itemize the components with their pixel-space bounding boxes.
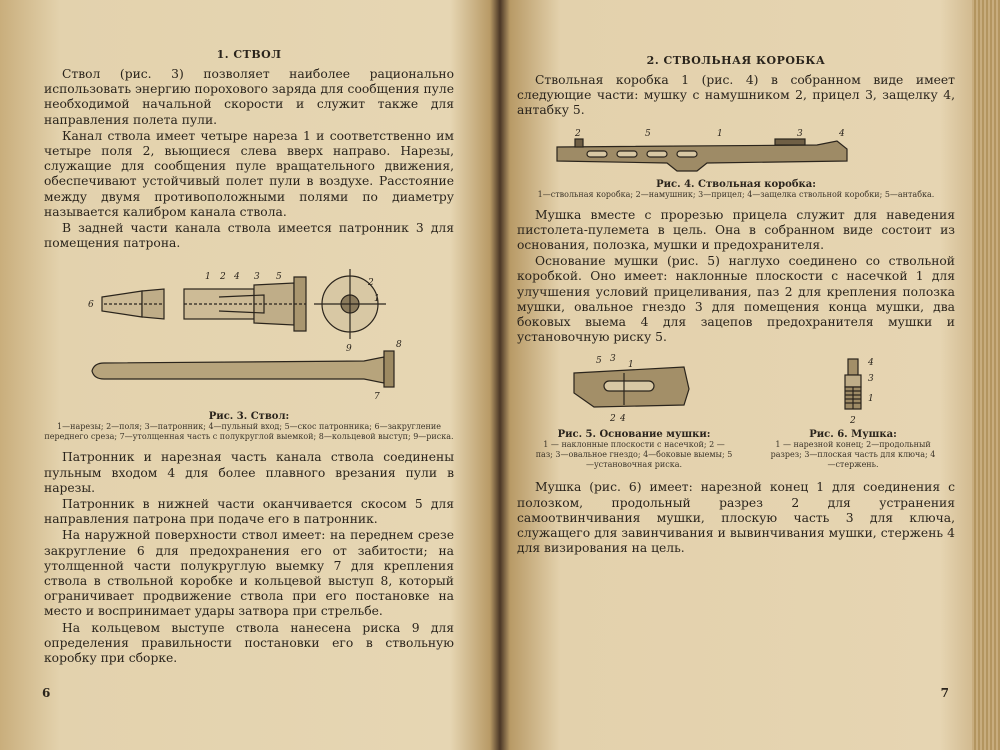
paragraph: Мушка (рис. 6) имеет: нарезной конец 1 для соединения с полозком, продольный разрез 2 для устранения самоотвинчивания мушки, плоскую часть 3 для ключа, служащего для завинчивания и вывинчивания мушки, стержень 4 для визирования на цель. xyxy=(517,480,955,556)
paragraph: Патронник и нарезная часть канала ствола соединены пульным входом 4 для более плавного врезания пули в нарезы. xyxy=(44,450,454,495)
paragraph: Патронник в нижней части оканчивается скосом 5 для направления патрона при подаче его в патронник. xyxy=(44,497,454,527)
paragraph: Ствол (рис. 3) позволяет наиболее рационально использовать энергию порохового заряда для сообщения пуле необходимой начальной скорости и служит также для направления полета пули. xyxy=(44,67,454,127)
front-sight-base-diagram xyxy=(534,353,734,427)
fig3-label: 2 xyxy=(220,272,226,283)
section-heading-barrel: 1. СТВОЛ xyxy=(216,48,282,61)
figure-3-barrel xyxy=(44,259,454,442)
page-edges xyxy=(972,0,1000,750)
fig6-label: 2 xyxy=(850,416,856,427)
fig4-label: 3 xyxy=(797,128,803,139)
paragraph: Основание мушки (рис. 5) наглухо соединено со ствольной коробкой. Оно имеет: наклонные плоскости с насечкой 1 для улучшения условий прицеливания, паз 2 для крепления полозка мушки, овальное гнездо 3 для помещения конца мушки, два боковых выема 4 для зацепов предохранителя мушки и установочную риску 5. xyxy=(517,254,955,345)
fig3-label: 5 xyxy=(276,272,282,283)
fig3-label: 2 xyxy=(368,278,374,289)
fig5-label: 5 xyxy=(596,356,602,367)
figure-6-caption: Рис. 6. Мушка: xyxy=(809,429,897,441)
figure-6-legend: 1 — нарезной конец; 2—продольный разрез; 3—плоская часть для ключа; 4—стержень. xyxy=(770,440,936,470)
page-number: 6 xyxy=(42,686,51,700)
fig5-label: 4 xyxy=(620,414,626,425)
fig4-label: 1 xyxy=(717,128,723,139)
figures-5-6 xyxy=(517,353,955,470)
fig3-label: 3 xyxy=(254,272,260,283)
fig5-label: 2 xyxy=(610,414,616,425)
fig6-label: 4 xyxy=(868,358,874,369)
fig4-label: 5 xyxy=(645,128,651,139)
fig3-label: 4 xyxy=(234,272,240,283)
figure-3-legend: 1—нарезы; 2—поля; 3—патронник; 4—пульный вход; 5—скос патронника; 6—закругление переднего среза; 7—утолщенная часть с полукруглой выемкой; 8—кольцевой выступ; 9—риска. xyxy=(44,422,454,442)
fig3-label: 1 xyxy=(374,294,380,305)
fig3-label: 8 xyxy=(396,340,402,351)
paragraph: Канал ствола имеет четыре нареза 1 и соответственно им четыре поля 2, вьющиеся слева вверх направо. Нарезы, служащие для сообщения пуле вращательного движения, обеспечивают устойчивый полет пули в воздухе. Расстояние между двумя противоположными полями по диаметру называется калибром канала ствола. xyxy=(44,128,454,219)
figure-5-legend: 1 — наклонные плоскости с насечкой; 2 — паз; 3—овальное гнездо; 4—боковые выемы; 5—установочная риска. xyxy=(535,440,733,470)
right-page xyxy=(505,0,975,750)
fig6-label: 1 xyxy=(868,394,874,405)
figure-4-labels xyxy=(574,129,845,139)
figure-5-caption: Рис. 5. Основание мушки: xyxy=(557,429,711,441)
fig5-label: 3 xyxy=(610,354,616,365)
figure-4-caption: Рис. 4. Ствольная коробка: xyxy=(656,178,816,190)
barrel-diagram xyxy=(44,259,454,409)
paragraph: На наружной поверхности ствол имеет: на переднем срезе закругление 6 для предохранения его от забитости; на утолщенной части полукруглую выемку 7 для крепления ствола в ствольной коробке и кольцевой выступ 8, который ограничивает продвижение ствола при его постановке на место и воспринимает удары затвора при стрельбе. xyxy=(44,528,454,619)
fig4-label: 2 xyxy=(575,128,581,139)
figure-4-legend: 1—ствольная коробка; 2—намушник; 3—прицел; 4—защелка ствольной коробки; 5—антабка. xyxy=(537,189,935,199)
left-page xyxy=(0,0,488,750)
fig3-label: 1 xyxy=(205,272,211,283)
fig3-label: 6 xyxy=(88,300,94,311)
paragraph: В задней части канала ствола имеется патронник 3 для помещения патрона. xyxy=(44,221,454,251)
paragraph: Ствольная коробка 1 (рис. 4) в собранном виде имеет следующие части: мушку с намушником 2, прицел 3, защелку 4, антабку 5. xyxy=(517,73,955,118)
paragraph: Мушка вместе с прорезью прицела служит для наведения пистолета-пулемета в цель. Она в собранном виде состоит из основания, полозка, мушки и предохранителя. xyxy=(517,207,955,253)
section-heading-receiver: 2. СТВОЛЬНАЯ КОРОБКА xyxy=(646,54,826,67)
fig3-label: 7 xyxy=(374,392,380,403)
paragraph: На кольцевом выступе ствола нанесена риска 9 для определения правильности постановки его в ствольную коробку при сборке. xyxy=(44,620,454,666)
fig3-label: 9 xyxy=(346,344,352,355)
page-number: 7 xyxy=(940,686,949,700)
fig5-label: 1 xyxy=(628,360,634,371)
figure-5-front-sight-base xyxy=(534,353,734,470)
receiver-diagram xyxy=(517,127,955,177)
figure-4-receiver xyxy=(517,127,955,200)
figure-6-front-sight xyxy=(768,353,938,470)
fig6-label: 3 xyxy=(868,374,874,385)
figure-3-caption: Рис. 3. Ствол: xyxy=(208,411,290,423)
fig4-label: 4 xyxy=(839,128,845,139)
front-sight-diagram xyxy=(768,353,938,427)
